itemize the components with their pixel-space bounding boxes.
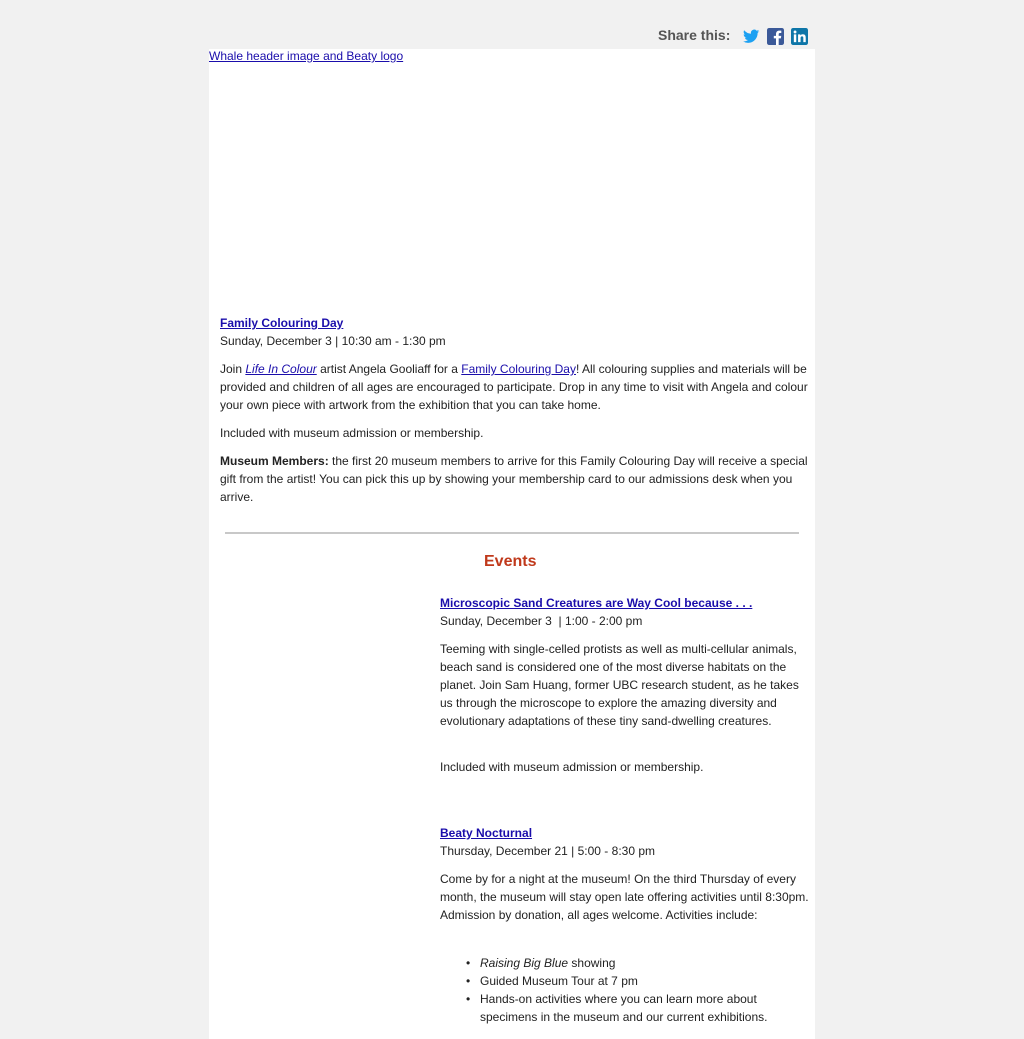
event-2-description: Come by for a night at the museum! On the third Thursday of every month, the museum will stay open late offering activities until 8:30pm. Admission by donation, all ages welcome. Activities include: [440,872,809,922]
exhibit-link-text: Life In Colour [245,362,317,376]
feature-datetime: Sunday, December 3 | 10:30 am - 1:30 pm [220,334,446,348]
twitter-icon[interactable] [743,28,760,45]
feature-title-link[interactable]: Family Colouring Day [220,316,344,330]
members-text: the first 20 museum members to arrive for this Family Colouring Day will receive a special gift from the artist! You can pick this up by showing your membership card to our admissions desk when you arrive. [220,454,808,504]
activity-2-text: Guided Museum Tour at 7 pm [480,974,638,988]
activity-list [440,954,785,1026]
list-item [440,990,785,1026]
feature-title [220,314,810,332]
list-item [440,972,785,990]
event-2-title-link[interactable]: Beaty Nocturnal [440,826,533,840]
facebook-icon[interactable] [767,28,784,45]
intro-mid-text: artist Angela Gooliaff for a [316,362,462,376]
event-2-datetime: Thursday, December 21 | 5:00 - 8:30 pm [440,844,655,858]
exhibit-link[interactable] [245,362,316,376]
feature-admission: Included with museum admission or membership. [220,426,484,440]
events-heading: Events [484,553,537,570]
linkedin-icon[interactable] [791,28,808,45]
event-1-description: Teeming with single-celled protists as well as multi-cellular animals, beach sand is considered one of the most diverse habitats on the planet. Join Sam Huang, former UBC research student, as he takes us through the microscope to explore the amazing diversity and evolutionary adaptations of these tiny sand-dwelling creatures. [440,642,799,728]
event-1-admission: Included with museum admission or membership. [440,760,704,774]
activity-1-rest: showing [568,956,616,970]
share-bar [658,26,815,43]
header-image-alt: Whale header image and Beaty logo [209,49,404,63]
event-1-title-link[interactable]: Microscopic Sand Creatures are Way Cool because . . . [440,596,753,610]
members-label: Museum Members: [220,454,329,468]
event-title [440,594,810,612]
feature-intro [220,360,810,414]
event-1-datetime: Sunday, December 3 | 1:00 - 2:00 pm [440,614,643,628]
bullet-icon: • [466,956,471,970]
section-divider [225,532,799,534]
bullet-icon: • [466,992,471,1006]
intro-join-text: Join [220,362,246,376]
header-image-link[interactable] [209,49,403,63]
share-label: Share this: [658,26,731,43]
activity-3-text: Hands-on activities where you can learn more about specimens in the museum and our current exhibitions. [480,992,768,1024]
newsletter-body [209,49,815,1039]
members-note [220,452,810,506]
activity-1-italic: Raising Big Blue [480,956,569,970]
event-title [440,824,810,842]
intro-rest-text: ! All colouring supplies and materials will be provided and children of all ages are encouraged to participate. Drop in any time to visit with Angela and colour your own piece with artwork from the exhibition that you can take home. [220,362,808,412]
bullet-icon: • [466,974,471,988]
colouring-day-link[interactable]: Family Colouring Day [461,362,576,376]
list-item [440,954,785,972]
